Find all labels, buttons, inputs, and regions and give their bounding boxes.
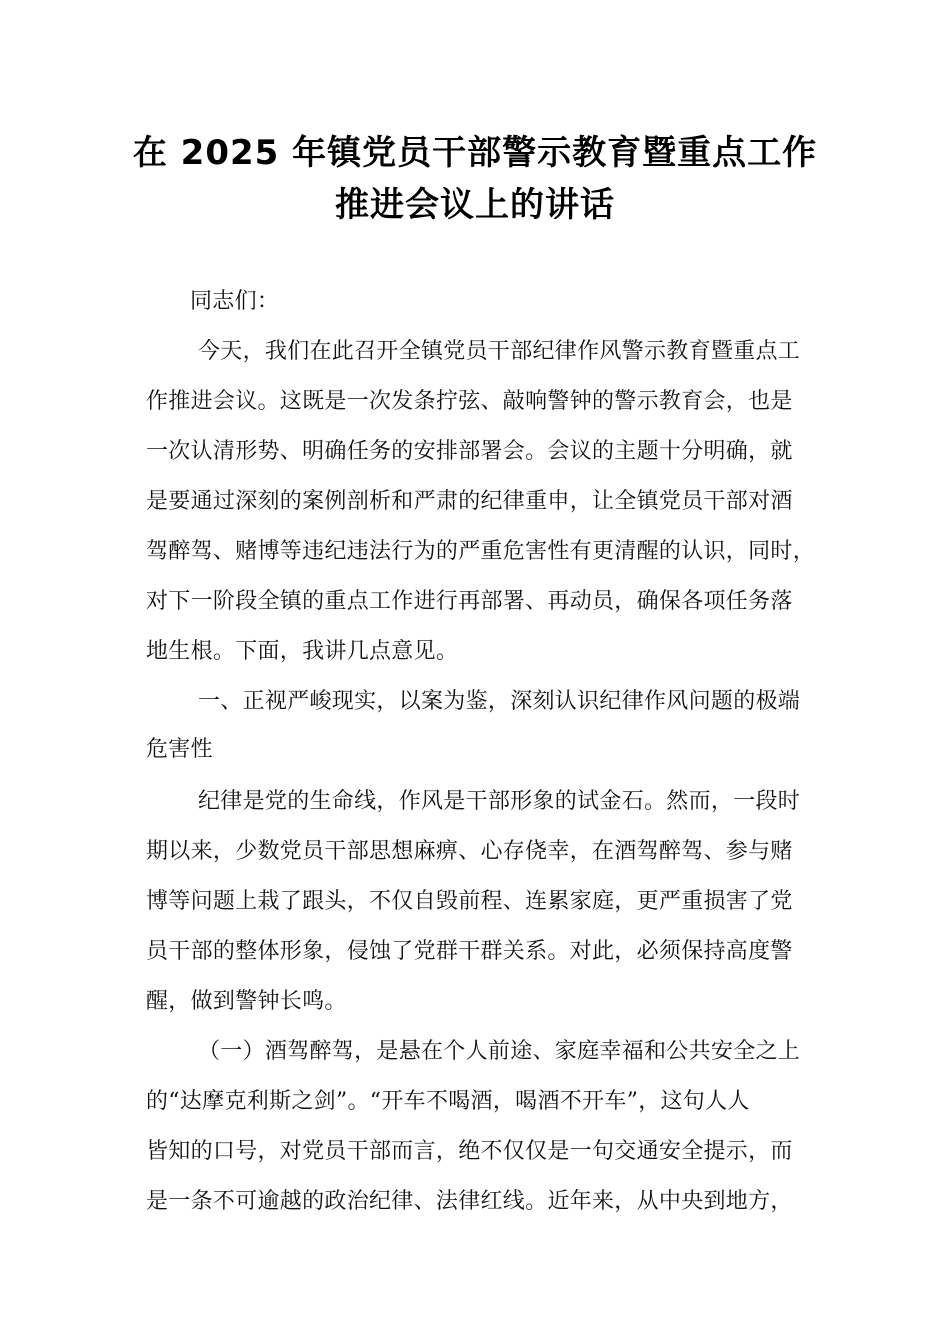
greeting: 同志们： bbox=[190, 289, 280, 314]
paragraph-line: 今天，我们在此召开全镇党员干部纪律作风警示教育暨重点工 bbox=[198, 339, 801, 364]
paragraph-line: 期以来，少数党员干部思想麻痹、心存侥幸，在酒驾醉驾、参与赌 bbox=[146, 839, 793, 864]
paragraph-line: 是要通过深刻的案例剖析和严肃的纪律重申，让全镇党员干部对酒 bbox=[146, 489, 793, 514]
paragraph-line: 皆知的口号，对党员干部而言，绝不仅仅是一句交通安全提示，而 bbox=[146, 1139, 793, 1164]
section-heading-line: 一、正视严峻现实，以案为鉴，深刻认识纪律作风问题的极端 bbox=[198, 689, 801, 714]
paragraph-line: 员干部的整体形象，侵蚀了党群干群关系。对此，必须保持高度警 bbox=[146, 939, 793, 964]
paragraph-line: 对下一阶段全镇的重点工作进行再部署、再动员，确保各项任务落 bbox=[146, 589, 793, 614]
paragraph-line: 一次认清形势、明确任务的安排部署会。会议的主题十分明确，就 bbox=[146, 439, 793, 464]
document-title-line-1: 在 2025 年镇党员干部警示教育暨重点工作 bbox=[132, 133, 818, 173]
paragraph-line: 地生根。下面，我讲几点意见。 bbox=[146, 639, 459, 664]
section-heading-line: 危害性 bbox=[146, 737, 213, 762]
paragraph-line: 纪律是党的生命线，作风是干部形象的试金石。然而，一段时 bbox=[198, 789, 801, 814]
paragraph-line: 作推进会议。这既是一次发条拧弦、敲响警钟的警示教育会，也是 bbox=[146, 389, 793, 414]
paragraph-line: （一）酒驾醉驾，是悬在个人前途、家庭幸福和公共安全之上 bbox=[198, 1039, 801, 1064]
paragraph-line: 的“达摩克利斯之剑”。“开车不喝酒，喝酒不开车”，这句人人 bbox=[146, 1089, 750, 1114]
paragraph-line: 醒，做到警钟长鸣。 bbox=[146, 989, 347, 1014]
document-title-line-2: 推进会议上的讲话 bbox=[335, 185, 615, 225]
paragraph-line: 博等问题上栽了跟头，不仅自毁前程、连累家庭，更严重损害了党 bbox=[146, 889, 793, 914]
paragraph-line: 驾醉驾、赌博等违纪违法行为的严重危害性有更清醒的认识，同时， bbox=[146, 539, 816, 564]
paragraph-line: 是一条不可逾越的政治纪律、法律红线。近年来，从中央到地方， bbox=[146, 1189, 793, 1214]
